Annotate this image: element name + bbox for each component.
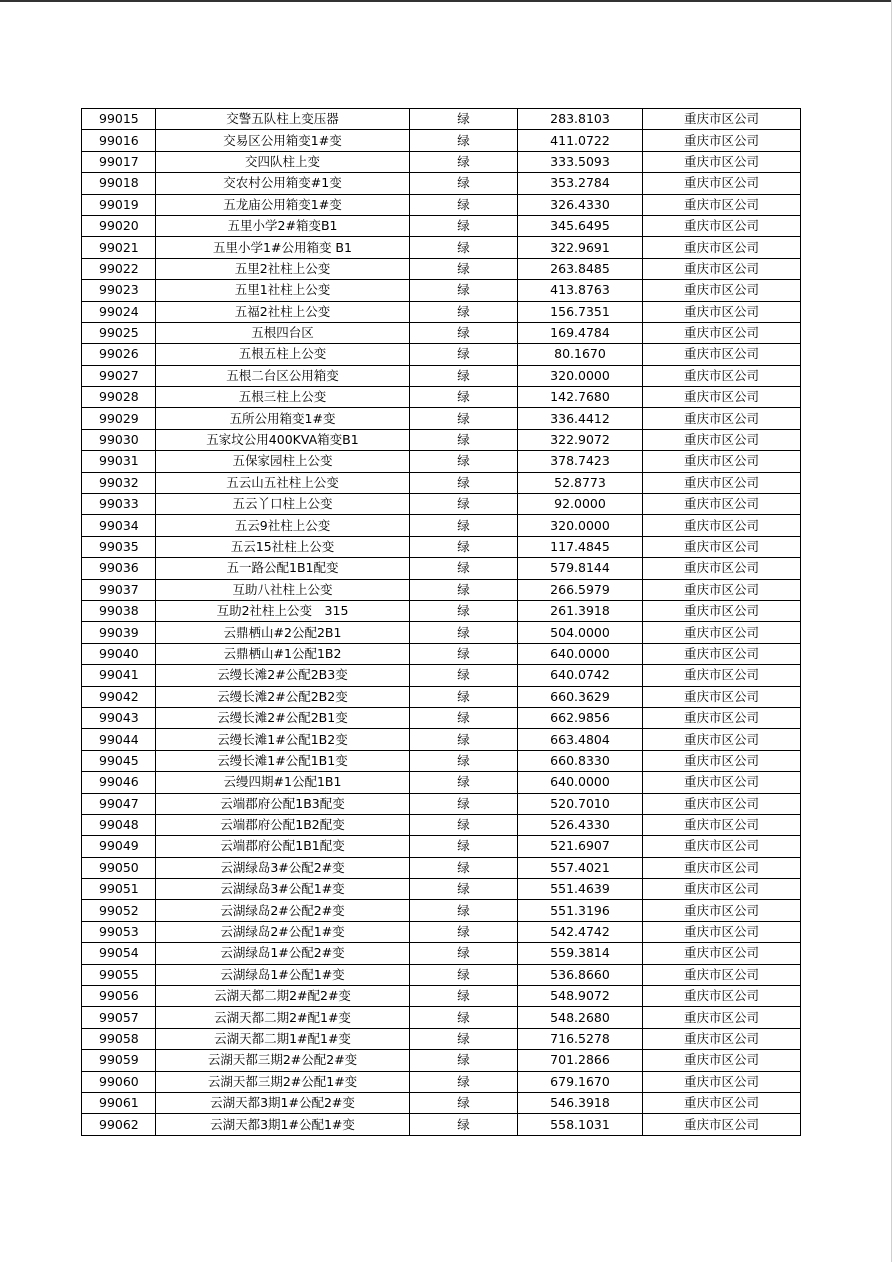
- row-company-cell: 重庆市区公司: [643, 986, 801, 1007]
- row-value-cell: 640.0742: [518, 665, 643, 686]
- row-name-cell: 交易区公用箱变1#变: [156, 130, 410, 151]
- row-company-cell: 重庆市区公司: [643, 1007, 801, 1028]
- row-value-cell: 263.8485: [518, 258, 643, 279]
- row-company-cell: 重庆市区公司: [643, 879, 801, 900]
- row-color-cell: 绿: [410, 451, 518, 472]
- row-id-cell: 99060: [82, 1071, 156, 1092]
- row-id-cell: 99052: [82, 900, 156, 921]
- row-name-cell: 五保家园柱上公变: [156, 451, 410, 472]
- row-company-cell: 重庆市区公司: [643, 900, 801, 921]
- row-color-cell: 绿: [410, 772, 518, 793]
- row-value-cell: 660.3629: [518, 686, 643, 707]
- row-value-cell: 542.4742: [518, 921, 643, 942]
- row-name-cell: 云湖绿岛1#公配1#变: [156, 964, 410, 985]
- table-row: [82, 1028, 801, 1049]
- table-row: [82, 237, 801, 258]
- row-value-cell: 559.3814: [518, 943, 643, 964]
- row-color-cell: 绿: [410, 536, 518, 557]
- table-row: [82, 194, 801, 215]
- row-company-cell: 重庆市区公司: [643, 1071, 801, 1092]
- row-value-cell: 701.2866: [518, 1050, 643, 1071]
- row-value-cell: 336.4412: [518, 408, 643, 429]
- row-name-cell: 互助2社柱上公变 315: [156, 600, 410, 621]
- table-row: [82, 1114, 801, 1135]
- table-row: [82, 814, 801, 835]
- row-company-cell: 重庆市区公司: [643, 515, 801, 536]
- row-color-cell: 绿: [410, 879, 518, 900]
- row-color-cell: 绿: [410, 643, 518, 664]
- row-company-cell: 重庆市区公司: [643, 729, 801, 750]
- row-value-cell: 413.8763: [518, 280, 643, 301]
- row-color-cell: 绿: [410, 173, 518, 194]
- row-color-cell: 绿: [410, 665, 518, 686]
- table-row: [82, 1007, 801, 1028]
- row-name-cell: 五云9社柱上公变: [156, 515, 410, 536]
- page-top-border: [0, 0, 892, 2]
- row-color-cell: 绿: [410, 943, 518, 964]
- row-id-cell: 99026: [82, 344, 156, 365]
- table-row: [82, 494, 801, 515]
- row-value-cell: 640.0000: [518, 772, 643, 793]
- table-row: [82, 258, 801, 279]
- row-id-cell: 99039: [82, 622, 156, 643]
- row-value-cell: 536.8660: [518, 964, 643, 985]
- table-row: [82, 472, 801, 493]
- row-name-cell: 云湖绿岛2#公配1#变: [156, 921, 410, 942]
- row-company-cell: 重庆市区公司: [643, 1092, 801, 1113]
- row-color-cell: 绿: [410, 1050, 518, 1071]
- row-company-cell: 重庆市区公司: [643, 579, 801, 600]
- table-body: [82, 109, 801, 1136]
- row-id-cell: 99022: [82, 258, 156, 279]
- row-value-cell: 80.1670: [518, 344, 643, 365]
- row-company-cell: 重庆市区公司: [643, 1028, 801, 1049]
- row-color-cell: 绿: [410, 1092, 518, 1113]
- row-name-cell: 五一路公配1B1配变: [156, 558, 410, 579]
- row-company-cell: 重庆市区公司: [643, 215, 801, 236]
- table-row: [82, 536, 801, 557]
- row-id-cell: 99036: [82, 558, 156, 579]
- row-company-cell: 重庆市区公司: [643, 686, 801, 707]
- table-row: [82, 215, 801, 236]
- table-row: [82, 964, 801, 985]
- row-value-cell: 378.7423: [518, 451, 643, 472]
- row-color-cell: 绿: [410, 558, 518, 579]
- row-company-cell: 重庆市区公司: [643, 750, 801, 771]
- row-id-cell: 99050: [82, 857, 156, 878]
- row-value-cell: 579.8144: [518, 558, 643, 579]
- row-name-cell: 五里1社柱上公变: [156, 280, 410, 301]
- row-value-cell: 551.4639: [518, 879, 643, 900]
- row-company-cell: 重庆市区公司: [643, 408, 801, 429]
- row-color-cell: 绿: [410, 579, 518, 600]
- table-row: [82, 857, 801, 878]
- row-company-cell: 重庆市区公司: [643, 258, 801, 279]
- row-id-cell: 99062: [82, 1114, 156, 1135]
- row-company-cell: 重庆市区公司: [643, 921, 801, 942]
- row-color-cell: 绿: [410, 1114, 518, 1135]
- row-name-cell: 云缦长滩1#公配1B2变: [156, 729, 410, 750]
- row-color-cell: 绿: [410, 793, 518, 814]
- row-name-cell: 云湖天都三期2#公配1#变: [156, 1071, 410, 1092]
- row-company-cell: 重庆市区公司: [643, 622, 801, 643]
- row-value-cell: 283.8103: [518, 109, 643, 130]
- row-color-cell: 绿: [410, 301, 518, 322]
- row-value-cell: 266.5979: [518, 579, 643, 600]
- row-id-cell: 99045: [82, 750, 156, 771]
- row-value-cell: 411.0722: [518, 130, 643, 151]
- row-id-cell: 99038: [82, 600, 156, 621]
- row-company-cell: 重庆市区公司: [643, 943, 801, 964]
- row-color-cell: 绿: [410, 322, 518, 343]
- row-company-cell: 重庆市区公司: [643, 793, 801, 814]
- row-id-cell: 99048: [82, 814, 156, 835]
- table-row: [82, 558, 801, 579]
- row-value-cell: 679.1670: [518, 1071, 643, 1092]
- table-row: [82, 301, 801, 322]
- row-id-cell: 99028: [82, 387, 156, 408]
- table-row: [82, 579, 801, 600]
- row-company-cell: 重庆市区公司: [643, 707, 801, 728]
- table-row: [82, 1092, 801, 1113]
- row-id-cell: 99017: [82, 151, 156, 172]
- row-id-cell: 99035: [82, 536, 156, 557]
- row-id-cell: 99040: [82, 643, 156, 664]
- row-company-cell: 重庆市区公司: [643, 964, 801, 985]
- row-name-cell: 云缦长滩1#公配1B1变: [156, 750, 410, 771]
- row-company-cell: 重庆市区公司: [643, 109, 801, 130]
- row-color-cell: 绿: [410, 600, 518, 621]
- row-color-cell: 绿: [410, 686, 518, 707]
- row-name-cell: 交农村公用箱变#1变: [156, 173, 410, 194]
- row-value-cell: 662.9856: [518, 707, 643, 728]
- row-id-cell: 99041: [82, 665, 156, 686]
- row-color-cell: 绿: [410, 130, 518, 151]
- row-name-cell: 互助八社柱上公变: [156, 579, 410, 600]
- row-company-cell: 重庆市区公司: [643, 472, 801, 493]
- row-id-cell: 99031: [82, 451, 156, 472]
- row-color-cell: 绿: [410, 280, 518, 301]
- table-row: [82, 772, 801, 793]
- row-value-cell: 117.4845: [518, 536, 643, 557]
- row-value-cell: 663.4804: [518, 729, 643, 750]
- row-value-cell: 526.4330: [518, 814, 643, 835]
- row-value-cell: 322.9072: [518, 429, 643, 450]
- row-id-cell: 99058: [82, 1028, 156, 1049]
- row-id-cell: 99021: [82, 237, 156, 258]
- row-color-cell: 绿: [410, 429, 518, 450]
- row-name-cell: 云湖天都二期2#配2#变: [156, 986, 410, 1007]
- row-name-cell: 云端郡府公配1B3配变: [156, 793, 410, 814]
- row-value-cell: 92.0000: [518, 494, 643, 515]
- table-row: [82, 408, 801, 429]
- row-value-cell: 548.9072: [518, 986, 643, 1007]
- row-color-cell: 绿: [410, 986, 518, 1007]
- row-color-cell: 绿: [410, 622, 518, 643]
- row-color-cell: 绿: [410, 515, 518, 536]
- table-row: [82, 879, 801, 900]
- row-name-cell: 云湖天都3期1#公配2#变: [156, 1092, 410, 1113]
- row-name-cell: 云湖绿岛2#公配2#变: [156, 900, 410, 921]
- table-row: [82, 600, 801, 621]
- row-company-cell: 重庆市区公司: [643, 814, 801, 835]
- row-value-cell: 169.4784: [518, 322, 643, 343]
- table-row: [82, 280, 801, 301]
- row-name-cell: 五福2社柱上公变: [156, 301, 410, 322]
- row-company-cell: 重庆市区公司: [643, 130, 801, 151]
- row-value-cell: 326.4330: [518, 194, 643, 215]
- row-name-cell: 五云丫口柱上公变: [156, 494, 410, 515]
- row-value-cell: 557.4021: [518, 857, 643, 878]
- row-name-cell: 五根四台区: [156, 322, 410, 343]
- row-color-cell: 绿: [410, 814, 518, 835]
- row-name-cell: 交四队柱上变: [156, 151, 410, 172]
- row-color-cell: 绿: [410, 494, 518, 515]
- row-color-cell: 绿: [410, 750, 518, 771]
- row-name-cell: 五根三柱上公变: [156, 387, 410, 408]
- row-name-cell: 交警五队柱上变压器: [156, 109, 410, 130]
- row-name-cell: 五根二台区公用箱变: [156, 365, 410, 386]
- row-company-cell: 重庆市区公司: [643, 1050, 801, 1071]
- row-id-cell: 99056: [82, 986, 156, 1007]
- row-name-cell: 云缦四期#1公配1B1: [156, 772, 410, 793]
- table-row: [82, 344, 801, 365]
- row-color-cell: 绿: [410, 836, 518, 857]
- row-value-cell: 353.2784: [518, 173, 643, 194]
- row-color-cell: 绿: [410, 729, 518, 750]
- row-name-cell: 云缦长滩2#公配2B1变: [156, 707, 410, 728]
- table-row: [82, 109, 801, 130]
- table-row: [82, 622, 801, 643]
- row-color-cell: 绿: [410, 408, 518, 429]
- row-value-cell: 261.3918: [518, 600, 643, 621]
- row-color-cell: 绿: [410, 857, 518, 878]
- row-name-cell: 云缦长滩2#公配2B3变: [156, 665, 410, 686]
- row-color-cell: 绿: [410, 900, 518, 921]
- row-name-cell: 云鼎栖山#1公配1B2: [156, 643, 410, 664]
- row-id-cell: 99027: [82, 365, 156, 386]
- table-row: [82, 151, 801, 172]
- table-row: [82, 900, 801, 921]
- row-value-cell: 320.0000: [518, 515, 643, 536]
- row-name-cell: 云端郡府公配1B2配变: [156, 814, 410, 835]
- row-color-cell: 绿: [410, 258, 518, 279]
- row-name-cell: 云湖天都二期1#配1#变: [156, 1028, 410, 1049]
- row-name-cell: 五云15社柱上公变: [156, 536, 410, 557]
- row-value-cell: 716.5278: [518, 1028, 643, 1049]
- row-company-cell: 重庆市区公司: [643, 665, 801, 686]
- row-value-cell: 52.8773: [518, 472, 643, 493]
- table-row: [82, 943, 801, 964]
- row-company-cell: 重庆市区公司: [643, 280, 801, 301]
- row-id-cell: 99042: [82, 686, 156, 707]
- row-id-cell: 99015: [82, 109, 156, 130]
- table-row: [82, 515, 801, 536]
- row-id-cell: 99047: [82, 793, 156, 814]
- table-row: [82, 429, 801, 450]
- row-color-cell: 绿: [410, 921, 518, 942]
- row-name-cell: 五里小学2#箱变B1: [156, 215, 410, 236]
- row-company-cell: 重庆市区公司: [643, 387, 801, 408]
- row-color-cell: 绿: [410, 237, 518, 258]
- row-name-cell: 五云山五社柱上公变: [156, 472, 410, 493]
- row-company-cell: 重庆市区公司: [643, 494, 801, 515]
- table-row: [82, 921, 801, 942]
- table-row: [82, 173, 801, 194]
- row-company-cell: 重庆市区公司: [643, 301, 801, 322]
- table-row: [82, 986, 801, 1007]
- table-row: [82, 686, 801, 707]
- row-name-cell: 云湖绿岛3#公配2#变: [156, 857, 410, 878]
- table-row: [82, 643, 801, 664]
- row-id-cell: 99032: [82, 472, 156, 493]
- row-id-cell: 99033: [82, 494, 156, 515]
- table-row: [82, 707, 801, 728]
- row-color-cell: 绿: [410, 472, 518, 493]
- row-name-cell: 五里2社柱上公变: [156, 258, 410, 279]
- row-id-cell: 99029: [82, 408, 156, 429]
- row-name-cell: 云湖天都三期2#公配2#变: [156, 1050, 410, 1071]
- row-color-cell: 绿: [410, 1007, 518, 1028]
- row-value-cell: 322.9691: [518, 237, 643, 258]
- row-value-cell: 520.7010: [518, 793, 643, 814]
- row-company-cell: 重庆市区公司: [643, 429, 801, 450]
- row-company-cell: 重庆市区公司: [643, 857, 801, 878]
- row-name-cell: 云湖绿岛3#公配1#变: [156, 879, 410, 900]
- row-name-cell: 云缦长滩2#公配2B2变: [156, 686, 410, 707]
- table-row: [82, 322, 801, 343]
- row-value-cell: 345.6495: [518, 215, 643, 236]
- row-name-cell: 云鼎栖山#2公配2B1: [156, 622, 410, 643]
- row-name-cell: 云湖天都3期1#公配1#变: [156, 1114, 410, 1135]
- row-id-cell: 99046: [82, 772, 156, 793]
- row-id-cell: 99051: [82, 879, 156, 900]
- row-id-cell: 99043: [82, 707, 156, 728]
- row-value-cell: 320.0000: [518, 365, 643, 386]
- transformer-table: [81, 108, 801, 1136]
- row-color-cell: 绿: [410, 344, 518, 365]
- row-name-cell: 云湖绿岛1#公配2#变: [156, 943, 410, 964]
- row-color-cell: 绿: [410, 365, 518, 386]
- row-color-cell: 绿: [410, 109, 518, 130]
- row-id-cell: 99054: [82, 943, 156, 964]
- row-company-cell: 重庆市区公司: [643, 1114, 801, 1135]
- row-name-cell: 五里小学1#公用箱变 B1: [156, 237, 410, 258]
- row-company-cell: 重庆市区公司: [643, 322, 801, 343]
- table-row: [82, 665, 801, 686]
- row-company-cell: 重庆市区公司: [643, 643, 801, 664]
- row-value-cell: 333.5093: [518, 151, 643, 172]
- row-name-cell: 云端郡府公配1B1配变: [156, 836, 410, 857]
- row-value-cell: 558.1031: [518, 1114, 643, 1135]
- row-company-cell: 重庆市区公司: [643, 536, 801, 557]
- row-color-cell: 绿: [410, 387, 518, 408]
- row-company-cell: 重庆市区公司: [643, 344, 801, 365]
- row-value-cell: 546.3918: [518, 1092, 643, 1113]
- row-color-cell: 绿: [410, 1071, 518, 1092]
- row-id-cell: 99055: [82, 964, 156, 985]
- row-color-cell: 绿: [410, 1028, 518, 1049]
- row-color-cell: 绿: [410, 964, 518, 985]
- row-id-cell: 99019: [82, 194, 156, 215]
- row-company-cell: 重庆市区公司: [643, 451, 801, 472]
- row-name-cell: 五龙庙公用箱变1#变: [156, 194, 410, 215]
- row-id-cell: 99061: [82, 1092, 156, 1113]
- table-row: [82, 365, 801, 386]
- table-row: [82, 836, 801, 857]
- row-id-cell: 99025: [82, 322, 156, 343]
- row-id-cell: 99037: [82, 579, 156, 600]
- row-company-cell: 重庆市区公司: [643, 600, 801, 621]
- row-company-cell: 重庆市区公司: [643, 836, 801, 857]
- row-company-cell: 重庆市区公司: [643, 365, 801, 386]
- row-value-cell: 548.2680: [518, 1007, 643, 1028]
- table-row: [82, 750, 801, 771]
- row-id-cell: 99057: [82, 1007, 156, 1028]
- row-name-cell: 五家坟公用400KVA箱变B1: [156, 429, 410, 450]
- row-company-cell: 重庆市区公司: [643, 772, 801, 793]
- table-row: [82, 729, 801, 750]
- row-value-cell: 142.7680: [518, 387, 643, 408]
- row-id-cell: 99018: [82, 173, 156, 194]
- row-name-cell: 云湖天都二期2#配1#变: [156, 1007, 410, 1028]
- row-id-cell: 99053: [82, 921, 156, 942]
- row-value-cell: 521.6907: [518, 836, 643, 857]
- row-id-cell: 99044: [82, 729, 156, 750]
- row-value-cell: 660.8330: [518, 750, 643, 771]
- table-row: [82, 1071, 801, 1092]
- table-row: [82, 1050, 801, 1071]
- table-row: [82, 130, 801, 151]
- row-name-cell: 五所公用箱变1#变: [156, 408, 410, 429]
- row-id-cell: 99059: [82, 1050, 156, 1071]
- row-id-cell: 99030: [82, 429, 156, 450]
- row-id-cell: 99023: [82, 280, 156, 301]
- row-value-cell: 640.0000: [518, 643, 643, 664]
- row-color-cell: 绿: [410, 215, 518, 236]
- row-value-cell: 504.0000: [518, 622, 643, 643]
- table-row: [82, 451, 801, 472]
- row-company-cell: 重庆市区公司: [643, 151, 801, 172]
- table-row: [82, 793, 801, 814]
- row-company-cell: 重庆市区公司: [643, 173, 801, 194]
- row-id-cell: 99024: [82, 301, 156, 322]
- row-color-cell: 绿: [410, 707, 518, 728]
- row-company-cell: 重庆市区公司: [643, 194, 801, 215]
- row-value-cell: 156.7351: [518, 301, 643, 322]
- row-company-cell: 重庆市区公司: [643, 558, 801, 579]
- row-value-cell: 551.3196: [518, 900, 643, 921]
- row-company-cell: 重庆市区公司: [643, 237, 801, 258]
- row-id-cell: 99049: [82, 836, 156, 857]
- row-name-cell: 五根五柱上公变: [156, 344, 410, 365]
- row-color-cell: 绿: [410, 151, 518, 172]
- row-id-cell: 99034: [82, 515, 156, 536]
- table-row: [82, 387, 801, 408]
- row-id-cell: 99016: [82, 130, 156, 151]
- row-color-cell: 绿: [410, 194, 518, 215]
- row-id-cell: 99020: [82, 215, 156, 236]
